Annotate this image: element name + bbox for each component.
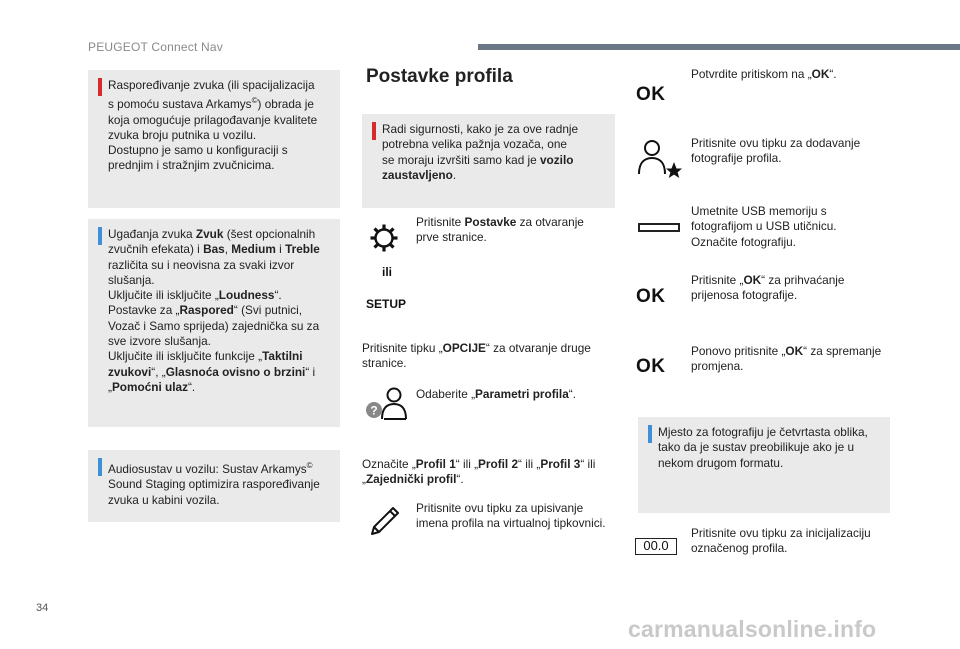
info-box-arkamys [88,450,340,522]
info-text: Ugađanja zvuka Zvuk (šest opcionalnih zvučnih efekata) i Bas, Medium i Treble različita su i neovisna za svaki izvor slušanja. Uključite ili isključite „Loudness“. Postavke za „Raspored“ (Svi putnici, Vozač i Samo sprijeda) zajednička su za sve izvore slušanja. Uključite ili isključite funkcije „Taktilni zvukovi“, „Glasnoća ovisno o brzini“ i „Pomoćni ulaz“. [108,227,320,394]
info-box-photo-format [638,417,890,513]
info-text: Audiosustav u vozilu: Sustav Arkamys© Sound Staging optimizira raspoređivanje zvuka u kabini vozila. [108,461,320,507]
confirm-ok-text: Potvrdite pritiskom na „OK“. [691,67,837,81]
ok-button-label: OK [636,84,666,105]
profile-question-icon [364,385,410,427]
or-label: ili [382,265,393,279]
ok-button-label: OK [636,286,666,307]
add-photo-text: Pritisnite ovu tipku za dodavanje fotografije profila. [691,136,861,166]
info-mark-icon [98,458,102,476]
step-select-profile-text: Označite „Profil 1“ ili „Profil 2“ ili „Profil 3“ ili „Zajednički profil“. [362,457,596,487]
usb-text: Umetnite USB memoriju s fotografijom u USB utičnicu. Označite fotografiju. [691,204,837,249]
info-text: Mjesto za fotografiju je četvrtasta oblika, tako da je sustav preobilikuje ako je u nekom drugom formatu. [658,425,868,470]
reset-profile-text: Pritisnite ovu tipku za inicijalizaciju označenog profila. [691,526,871,556]
warning-box-safety [362,114,615,208]
info-box-sound-settings [88,219,340,427]
warning-text: Raspoređivanje zvuka (ili spacijalizacija s pomoću sustava Arkamys©) obrada je koja omogućuje prilagođavanje kvalitete zvuka broju putnika u vozilu. Dostupno je samo u konfiguraciji s prednjim i stražnjim zvučnicima. [108,78,318,173]
ok-button-label: OK [636,356,666,377]
pencil-icon [368,504,402,538]
save-changes-text: Ponovo pritisnite „OK“ za spremanje promjena. [691,344,882,374]
svg-text:?: ? [370,403,378,418]
info-mark-icon [648,425,652,443]
step-name-text: Pritisnite ovu tipku za upisivanje imena profila na virtualnoj tipkovnici. [416,501,606,531]
reset-profile-button-label: 00.0 [635,538,677,555]
settings-gear-icon [369,223,399,253]
setup-button-label: SETUP [366,297,407,311]
page-number: 34 [36,602,49,614]
watermark: carmanualsonline.info [628,616,877,642]
warning-mark-icon [372,122,376,140]
info-mark-icon [98,227,102,245]
warning-text: Radi sigurnosti, kako je za ove radnje potrebna velika pažnja vozača, one se moraju izvršiti samo kad je vozilo zaustavljeno. [382,122,579,182]
warning-box-spatialization [88,70,340,208]
add-photo-profile-icon [636,138,682,178]
warning-mark-icon [98,78,102,96]
step-options-text: Pritisnite tipku „OPCIJE“ za otvaranje druge stranice. [362,341,591,371]
accept-photo-text: Pritisnite „OK“ za prihvaćanje prijenosa fotografije. [691,273,845,303]
header-title: PEUGEOT Connect Nav [88,40,223,54]
step-settings-text: Pritisnite Postavke za otvaranje prve stranice. [416,215,584,245]
step-profile-params-text: Odaberite „Parametri profila“. [416,387,576,401]
usb-slot-icon [638,223,680,232]
header-bar [478,44,960,50]
section-heading: Postavke profila [366,66,513,87]
